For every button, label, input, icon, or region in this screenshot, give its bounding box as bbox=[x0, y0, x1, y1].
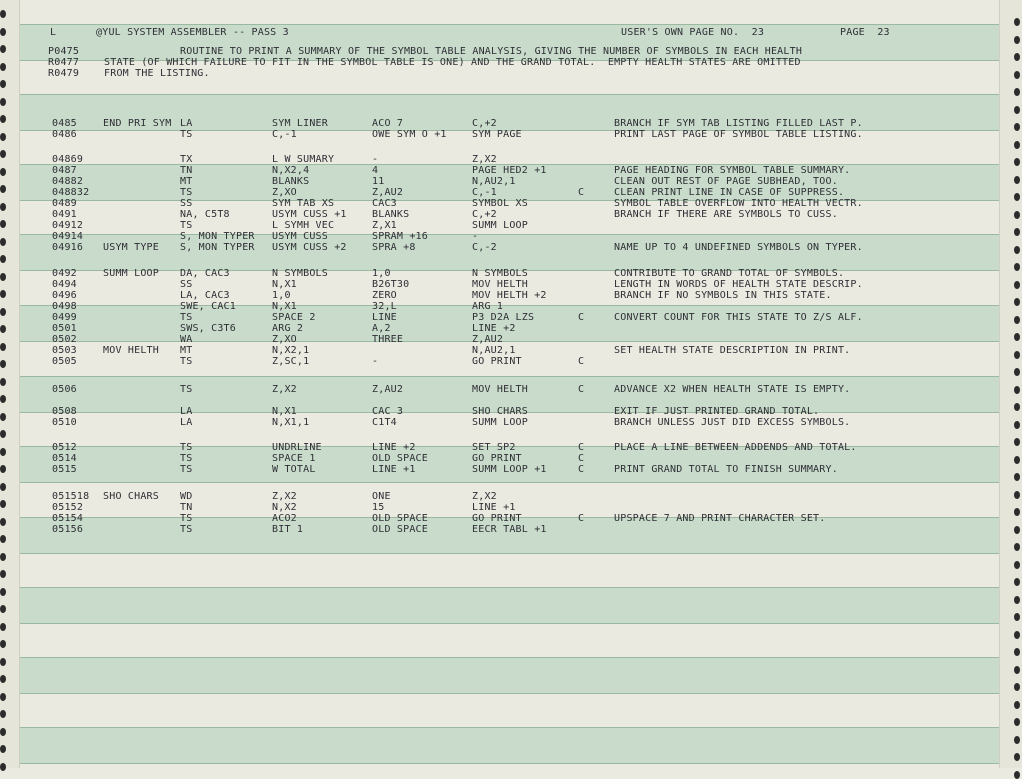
operand-3: SET SP2 bbox=[472, 442, 516, 453]
operand-1: N,X1 bbox=[272, 279, 297, 290]
operand-3: SUMM LOOP bbox=[472, 417, 528, 428]
feed-hole bbox=[1014, 246, 1020, 254]
operand-2: 1,0 bbox=[372, 268, 391, 279]
comment: ADVANCE X2 WHEN HEALTH STATE IS EMPTY. bbox=[614, 384, 851, 395]
line-number: 048832 bbox=[52, 187, 90, 198]
operand-2: OLD SPACE bbox=[372, 453, 428, 464]
feed-hole bbox=[1014, 316, 1020, 324]
operand-2: ONE bbox=[372, 491, 391, 502]
operand-1: Z,X2 bbox=[272, 491, 297, 502]
operand-3: PAGE HED2 +1 bbox=[472, 165, 547, 176]
line-number: 04869 bbox=[52, 154, 84, 165]
continuation-flag: C bbox=[578, 442, 585, 453]
opcode: TS bbox=[180, 513, 193, 524]
line-number: 04916 bbox=[52, 242, 84, 253]
feed-hole bbox=[1014, 211, 1020, 219]
operand-3: GO PRINT bbox=[472, 356, 522, 367]
operand-3: SUMM LOOP bbox=[472, 220, 528, 231]
operand-1: N SYMBOLS bbox=[272, 268, 328, 279]
line-number: 0485 bbox=[52, 118, 77, 129]
comment: UPSPACE 7 AND PRINT CHARACTER SET. bbox=[614, 513, 826, 524]
operand-1: USYM CUSS bbox=[272, 231, 328, 242]
operand-1: ACO2 bbox=[272, 513, 297, 524]
operand-3: SYM PAGE bbox=[472, 129, 522, 140]
comment: CLEAN PRINT LINE IN CASE OF SUPPRESS. bbox=[614, 187, 845, 198]
comment: SET HEALTH STATE DESCRIPTION IN PRINT. bbox=[614, 345, 851, 356]
opcode: WD bbox=[180, 491, 193, 502]
remark-id: R0479 bbox=[48, 68, 80, 79]
feed-hole bbox=[1014, 176, 1020, 184]
opcode: TS bbox=[180, 356, 193, 367]
line-number: 0498 bbox=[52, 301, 77, 312]
label: MOV HELTH bbox=[103, 345, 159, 356]
feed-hole bbox=[0, 10, 6, 18]
line-number: 0486 bbox=[52, 129, 77, 140]
operand-1: Z,SC,1 bbox=[272, 356, 310, 367]
operand-2: Z,AU2 bbox=[372, 187, 404, 198]
comment: SYMBOL TABLE OVERFLOW INTO HEALTH VECTR. bbox=[614, 198, 863, 209]
line-number: 04914 bbox=[52, 231, 84, 242]
operand-1: BIT 1 bbox=[272, 524, 304, 535]
label: SUMM LOOP bbox=[103, 268, 159, 279]
feed-hole bbox=[1014, 753, 1020, 761]
feed-hole bbox=[0, 360, 6, 368]
feed-hole bbox=[0, 308, 6, 316]
operand-2: SPRA +8 bbox=[372, 242, 416, 253]
operand-1: USYM CUSS +1 bbox=[272, 209, 347, 220]
opcode: DA, CAC3 bbox=[180, 268, 230, 279]
remark-id: R0477 bbox=[48, 57, 80, 68]
feed-hole bbox=[1014, 596, 1020, 604]
operand-3: SYMBOL XS bbox=[472, 198, 528, 209]
line-number: 0514 bbox=[52, 453, 77, 464]
feed-hole bbox=[1014, 71, 1020, 79]
operand-2: LINE +1 bbox=[372, 464, 416, 475]
feed-hole bbox=[0, 80, 6, 88]
operand-2: THREE bbox=[372, 334, 404, 345]
comment: PAGE HEADING FOR SYMBOL TABLE SUMMARY. bbox=[614, 165, 851, 176]
feed-hole bbox=[1014, 631, 1020, 639]
opcode: SWS, C3T6 bbox=[180, 323, 236, 334]
feed-hole bbox=[1014, 386, 1020, 394]
feed-hole bbox=[0, 605, 6, 613]
comment: EXIT IF JUST PRINTED GRAND TOTAL. bbox=[614, 406, 820, 417]
feed-hole bbox=[1014, 718, 1020, 726]
remark-text: FROM THE LISTING. bbox=[104, 68, 210, 79]
operand-1: Z,X2 bbox=[272, 384, 297, 395]
feed-hole bbox=[1014, 53, 1020, 61]
feed-hole bbox=[0, 290, 6, 298]
operand-2: Z,AU2 bbox=[372, 384, 404, 395]
feed-hole bbox=[0, 763, 6, 771]
operand-2: Z,X1 bbox=[372, 220, 397, 231]
tractor-feed-right bbox=[999, 0, 1022, 768]
operand-3: SUMM LOOP +1 bbox=[472, 464, 547, 475]
green-bar bbox=[20, 587, 999, 624]
comment: BRANCH UNLESS JUST DID EXCESS SYMBOLS. bbox=[614, 417, 851, 428]
operand-3: Z,X2 bbox=[472, 154, 497, 165]
feed-hole bbox=[0, 675, 6, 683]
operand-1: N,X1,1 bbox=[272, 417, 310, 428]
feed-hole bbox=[1014, 771, 1020, 779]
feed-hole bbox=[1014, 473, 1020, 481]
operand-1: ARG 2 bbox=[272, 323, 304, 334]
line-number: 0515 bbox=[52, 464, 77, 475]
opcode: TN bbox=[180, 165, 193, 176]
feed-hole bbox=[0, 45, 6, 53]
line-number: 05154 bbox=[52, 513, 84, 524]
feed-hole bbox=[0, 448, 6, 456]
opcode: TS bbox=[180, 187, 193, 198]
feed-hole bbox=[0, 570, 6, 578]
label: SHO CHARS bbox=[103, 491, 159, 502]
opcode: TS bbox=[180, 453, 193, 464]
feed-hole bbox=[0, 343, 6, 351]
feed-hole bbox=[1014, 141, 1020, 149]
operand-1: L SYMH VEC bbox=[272, 220, 335, 231]
line-number: 05156 bbox=[52, 524, 84, 535]
operand-2: - bbox=[372, 154, 379, 165]
feed-hole bbox=[0, 63, 6, 71]
feed-hole bbox=[0, 535, 6, 543]
opcode: LA bbox=[180, 406, 193, 417]
operand-2: 4 bbox=[372, 165, 379, 176]
opcode: SS bbox=[180, 279, 193, 290]
line-number: 0487 bbox=[52, 165, 77, 176]
feed-hole bbox=[0, 518, 6, 526]
line-number: 0508 bbox=[52, 406, 77, 417]
operand-3: LINE +2 bbox=[472, 323, 516, 334]
line-number: 0499 bbox=[52, 312, 77, 323]
operand-3: N,AU2,1 bbox=[472, 345, 516, 356]
feed-hole bbox=[1014, 351, 1020, 359]
feed-hole bbox=[0, 395, 6, 403]
opcode: LA bbox=[180, 417, 193, 428]
line-number: 0503 bbox=[52, 345, 77, 356]
feed-hole bbox=[0, 378, 6, 386]
feed-hole bbox=[1014, 438, 1020, 446]
line-number: 0510 bbox=[52, 417, 77, 428]
comment: PRINT GRAND TOTAL TO FINISH SUMMARY. bbox=[614, 464, 838, 475]
operand-1: N,X1 bbox=[272, 301, 297, 312]
operand-3: Z,AU2 bbox=[472, 334, 504, 345]
feed-hole bbox=[1014, 736, 1020, 744]
operand-2: ZERO bbox=[372, 290, 397, 301]
line-number: 0492 bbox=[52, 268, 77, 279]
operand-2: CAC 3 bbox=[372, 406, 404, 417]
operand-2: 32,L bbox=[372, 301, 397, 312]
assembler-title: @YUL SYSTEM ASSEMBLER -- PASS 3 bbox=[96, 27, 289, 38]
feed-hole bbox=[1014, 701, 1020, 709]
operand-2: 11 bbox=[372, 176, 385, 187]
operand-1: Z,XO bbox=[272, 187, 297, 198]
feed-hole bbox=[0, 745, 6, 753]
feed-hole bbox=[0, 28, 6, 36]
operand-1: W TOTAL bbox=[272, 464, 316, 475]
feed-hole bbox=[1014, 368, 1020, 376]
feed-hole bbox=[1014, 88, 1020, 96]
operand-1: SPACE 2 bbox=[272, 312, 316, 323]
continuation-flag: C bbox=[578, 464, 585, 475]
opcode: SWE, CAC1 bbox=[180, 301, 236, 312]
operand-3: C,-2 bbox=[472, 242, 497, 253]
line-number: 0506 bbox=[52, 384, 77, 395]
feed-hole bbox=[1014, 526, 1020, 534]
opcode: TS bbox=[180, 129, 193, 140]
operand-1: USYM CUSS +2 bbox=[272, 242, 347, 253]
operand-3: GO PRINT bbox=[472, 513, 522, 524]
operand-1: N,X2,4 bbox=[272, 165, 310, 176]
page-marker: L bbox=[50, 27, 57, 38]
feed-hole bbox=[1014, 666, 1020, 674]
line-number: 0502 bbox=[52, 334, 77, 345]
continuation-flag: C bbox=[578, 356, 585, 367]
tractor-feed-left bbox=[0, 0, 20, 768]
feed-hole bbox=[0, 168, 6, 176]
feed-hole bbox=[0, 220, 6, 228]
comment: CONVERT COUNT FOR THIS STATE TO Z/S ALF. bbox=[614, 312, 863, 323]
feed-hole bbox=[1014, 683, 1020, 691]
opcode: WA bbox=[180, 334, 193, 345]
operand-3: MOV HELTH bbox=[472, 279, 528, 290]
operand-1: L W SUMARY bbox=[272, 154, 335, 165]
feed-hole bbox=[0, 658, 6, 666]
operand-3: C,+2 bbox=[472, 209, 497, 220]
comment: BRANCH IF NO SYMBOLS IN THIS STATE. bbox=[614, 290, 832, 301]
feed-hole bbox=[1014, 281, 1020, 289]
continuation-flag: C bbox=[578, 453, 585, 464]
feed-hole bbox=[1014, 561, 1020, 569]
feed-hole bbox=[0, 483, 6, 491]
operand-1: 1,0 bbox=[272, 290, 291, 301]
feed-hole bbox=[0, 238, 6, 246]
opcode: TN bbox=[180, 502, 193, 513]
feed-hole bbox=[0, 553, 6, 561]
feed-hole bbox=[1014, 36, 1020, 44]
feed-hole bbox=[0, 115, 6, 123]
feed-hole bbox=[0, 133, 6, 141]
feed-hole bbox=[1014, 333, 1020, 341]
operand-3: P3 D2A LZS bbox=[472, 312, 535, 323]
remark-id: P0475 bbox=[48, 46, 80, 57]
feed-hole bbox=[1014, 228, 1020, 236]
operand-3: ARG 1 bbox=[472, 301, 504, 312]
operand-3: EECR TABL +1 bbox=[472, 524, 547, 535]
feed-hole bbox=[0, 98, 6, 106]
opcode: S, MON TYPER bbox=[180, 231, 255, 242]
user-page-number: USER'S OWN PAGE NO. 23 bbox=[621, 27, 765, 38]
operand-3: N SYMBOLS bbox=[472, 268, 528, 279]
continuation-flag: C bbox=[578, 384, 585, 395]
feed-hole bbox=[1014, 543, 1020, 551]
remark-text: ROUTINE TO PRINT A SUMMARY OF THE SYMBOL TABLE ANALYSIS, GIVING THE NUMBER OF SYMBOLS IN EACH HEALTH bbox=[180, 46, 803, 57]
operand-3: C,+2 bbox=[472, 118, 497, 129]
operand-3: Z,X2 bbox=[472, 491, 497, 502]
opcode: LA, CAC3 bbox=[180, 290, 230, 301]
feed-hole bbox=[1014, 106, 1020, 114]
feed-hole bbox=[1014, 578, 1020, 586]
opcode: LA bbox=[180, 118, 193, 129]
operand-3: MOV HELTH bbox=[472, 384, 528, 395]
operand-1: N,X2 bbox=[272, 502, 297, 513]
feed-hole bbox=[0, 640, 6, 648]
feed-hole bbox=[0, 413, 6, 421]
opcode: S, MON TYPER bbox=[180, 242, 255, 253]
feed-hole bbox=[1014, 613, 1020, 621]
operand-1: SYM LINER bbox=[272, 118, 328, 129]
operand-2: OLD SPACE bbox=[372, 524, 428, 535]
feed-hole bbox=[1014, 193, 1020, 201]
operand-2: ACO 7 bbox=[372, 118, 404, 129]
opcode: TS bbox=[180, 220, 193, 231]
operand-1: N,X2,1 bbox=[272, 345, 310, 356]
green-bar bbox=[20, 657, 999, 694]
feed-hole bbox=[1014, 648, 1020, 656]
opcode: TS bbox=[180, 442, 193, 453]
feed-hole bbox=[0, 588, 6, 596]
operand-3: - bbox=[472, 231, 479, 242]
operand-2: BLANKS bbox=[372, 209, 410, 220]
feed-hole bbox=[0, 728, 6, 736]
line-number: 0489 bbox=[52, 198, 77, 209]
opcode: TS bbox=[180, 524, 193, 535]
operand-2: OLD SPACE bbox=[372, 513, 428, 524]
operand-2: SPRAM +16 bbox=[372, 231, 428, 242]
operand-3: N,AU2,1 bbox=[472, 176, 516, 187]
opcode: NA, C5T8 bbox=[180, 209, 230, 220]
feed-hole bbox=[0, 710, 6, 718]
operand-2: B26T30 bbox=[372, 279, 410, 290]
operand-1: UNDRLINE bbox=[272, 442, 322, 453]
operand-2: CAC3 bbox=[372, 198, 397, 209]
operand-1: N,X1 bbox=[272, 406, 297, 417]
continuation-flag: C bbox=[578, 513, 585, 524]
line-number: 051518 bbox=[52, 491, 90, 502]
comment: CONTRIBUTE TO GRAND TOTAL OF SYMBOLS. bbox=[614, 268, 845, 279]
feed-hole bbox=[0, 500, 6, 508]
feed-hole bbox=[1014, 508, 1020, 516]
operand-1: SYM TAB XS bbox=[272, 198, 335, 209]
comment: LENGTH IN WORDS OF HEALTH STATE DESCRIP. bbox=[614, 279, 863, 290]
comment: PRINT LAST PAGE OF SYMBOL TABLE LISTING. bbox=[614, 129, 863, 140]
feed-hole bbox=[0, 203, 6, 211]
line-number: 0494 bbox=[52, 279, 77, 290]
feed-hole bbox=[1014, 421, 1020, 429]
comment: PLACE A LINE BETWEEN ADDENDS AND TOTAL. bbox=[614, 442, 857, 453]
opcode: TX bbox=[180, 154, 193, 165]
line-number: 0512 bbox=[52, 442, 77, 453]
operand-2: C1T4 bbox=[372, 417, 397, 428]
comment: NAME UP TO 4 UNDEFINED SYMBOLS ON TYPER. bbox=[614, 242, 863, 253]
line-number: 05152 bbox=[52, 502, 84, 513]
operand-1: C,-1 bbox=[272, 129, 297, 140]
operand-2: A,2 bbox=[372, 323, 391, 334]
label: USYM TYPE bbox=[103, 242, 159, 253]
feed-hole bbox=[1014, 18, 1020, 26]
line-number: 0505 bbox=[52, 356, 77, 367]
feed-hole bbox=[0, 693, 6, 701]
opcode: MT bbox=[180, 345, 193, 356]
feed-hole bbox=[1014, 263, 1020, 271]
opcode: MT bbox=[180, 176, 193, 187]
operand-2: 15 bbox=[372, 502, 385, 513]
operand-1: BLANKS bbox=[272, 176, 310, 187]
operand-1: Z,XO bbox=[272, 334, 297, 345]
line-number: 0496 bbox=[52, 290, 77, 301]
feed-hole bbox=[1014, 158, 1020, 166]
page-number: PAGE 23 bbox=[840, 27, 890, 38]
opcode: TS bbox=[180, 312, 193, 323]
comment: BRANCH IF THERE ARE SYMBOLS TO CUSS. bbox=[614, 209, 838, 220]
feed-hole bbox=[0, 185, 6, 193]
feed-hole bbox=[0, 623, 6, 631]
opcode: TS bbox=[180, 464, 193, 475]
feed-hole bbox=[0, 273, 6, 281]
continuation-flag: C bbox=[578, 312, 585, 323]
feed-hole bbox=[1014, 491, 1020, 499]
operand-3: C,-1 bbox=[472, 187, 497, 198]
operand-2: OWE SYM O +1 bbox=[372, 129, 447, 140]
feed-hole bbox=[1014, 298, 1020, 306]
opcode: SS bbox=[180, 198, 193, 209]
line-number: 04882 bbox=[52, 176, 84, 187]
green-bar bbox=[20, 727, 999, 764]
feed-hole bbox=[0, 465, 6, 473]
feed-hole bbox=[0, 255, 6, 263]
operand-3: LINE +1 bbox=[472, 502, 516, 513]
label: END PRI SYM bbox=[103, 118, 172, 129]
operand-3: GO PRINT bbox=[472, 453, 522, 464]
feed-hole bbox=[1014, 403, 1020, 411]
operand-1: SPACE 1 bbox=[272, 453, 316, 464]
continuation-flag: C bbox=[578, 187, 585, 198]
opcode: TS bbox=[180, 384, 193, 395]
feed-hole bbox=[0, 325, 6, 333]
feed-hole bbox=[1014, 456, 1020, 464]
feed-hole bbox=[0, 150, 6, 158]
operand-3: MOV HELTH +2 bbox=[472, 290, 547, 301]
operand-2: LINE +2 bbox=[372, 442, 416, 453]
operand-3: SHO CHARS bbox=[472, 406, 528, 417]
remark-text: STATE (OF WHICH FAILURE TO FIT IN THE SYMBOL TABLE IS ONE) AND THE GRAND TOTAL. EMPTY HEALTH STATES ARE OMITTED bbox=[104, 57, 801, 68]
operand-2: - bbox=[372, 356, 379, 367]
comment: BRANCH IF SYM TAB LISTING FILLED LAST P. bbox=[614, 118, 863, 129]
line-number: 0491 bbox=[52, 209, 77, 220]
feed-hole bbox=[0, 430, 6, 438]
feed-hole bbox=[1014, 123, 1020, 131]
operand-2: LINE bbox=[372, 312, 397, 323]
comment: CLEAN OUT REST OF PAGE SUBHEAD, TOO. bbox=[614, 176, 838, 187]
line-number: 04912 bbox=[52, 220, 84, 231]
line-number: 0501 bbox=[52, 323, 77, 334]
